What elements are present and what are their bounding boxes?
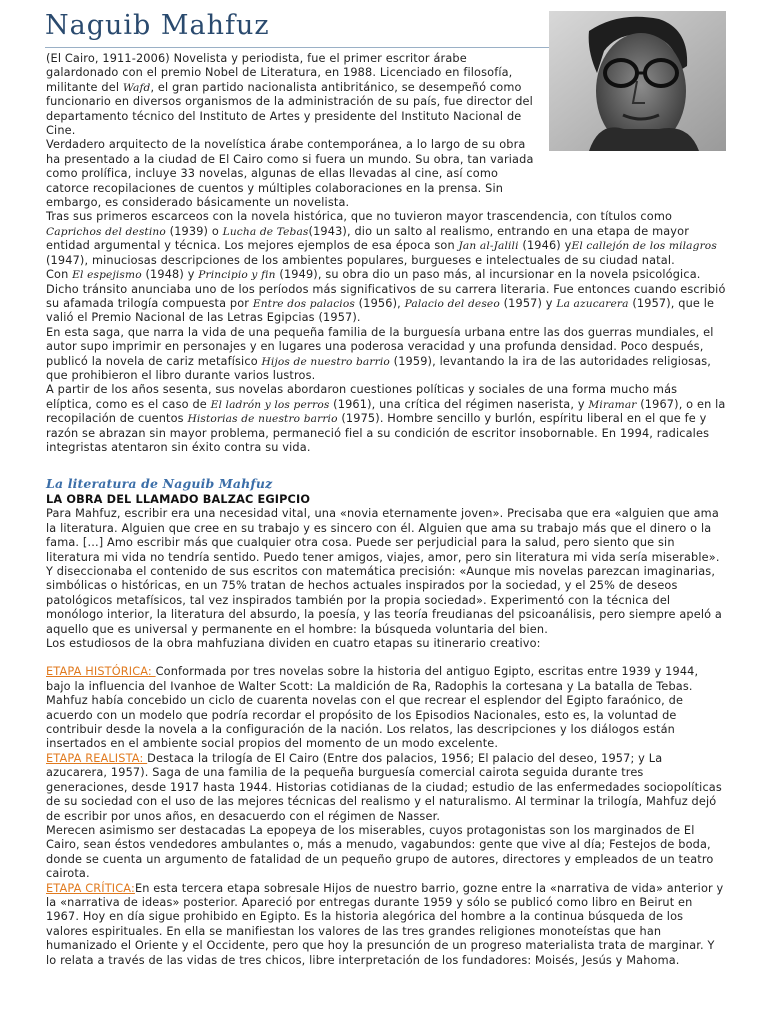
spacer xyxy=(46,455,726,476)
bio-paragraph-1: (El Cairo, 1911-2006) Novelista y periodista, fue el primer escritor árabe galardonado con el premio Nobel de Literatura, en 1988. Licenciado en filosofía, militante del Wafd, el gran partido nacionalista antibritánico, se desempeñó como funcionario en diversos organismos de la administración de su país, fue director del departamento técnico del Instituto de Artes y presidente del Instituto Nacional de Cine. xyxy=(46,52,533,138)
stage-realista-more: Merecen asimismo ser destacadas La epopeya de los miserables, cuyos protagonistas son los marginados de El Cairo, sean éstos vendedores ambulantes o, más a menudo, vagabundos: gente que vive al día; Festejos de boda, donde se cuenta un argumento de fatalidad de un pequeño grupo de autores, directores y empleados de un teatro cairota. xyxy=(46,823,714,881)
bio-paragraph-5: En esta saga, que narra la vida de una pequeña familia de la burguesía urbana entre las dos guerras mundiales, el autor supo imprimir en personajes y en lugares una poderosa veracidad y una profunda densidad. Poco después, publicó la novela de cariz metafísico Hijos de nuestro barrio (1959), levantando la ira de las autoridades religiosas, que prohibieron el libro durante varios lustros. xyxy=(46,325,714,382)
stage-realista: ETAPA REALISTA: Destaca la trilogía de El Cairo (Entre dos palacios, 1956; El palacio del deseo, 1957; y La azucarera, 1957). Saga de una familia de la pequeña burguesía comercial cairota seguida durante tres generaciones, desde 1917 hasta 1944. Historias cotidianas de la ciudad; estudio de las enfermedades sociopolíticas de su sociedad con el uso de las mejores técnicas del realismo y el naturalismo. Al terminar la trilogía, Mahfuz dejó de escribir por unos años, en desacuerdo con el régimen de Nasser. xyxy=(46,751,722,823)
section-heading: La literatura de Naguib Mahfuz xyxy=(46,476,273,492)
section-subheading: LA OBRA DEL LLAMADO BALZAC EGIPCIO xyxy=(46,493,311,507)
stage-critica: ETAPA CRÍTICA:En esta tercera etapa sobresale Hijos de nuestro barrio, gozne entre la «narrativa de vida» anterior y la «narrativa de ideas» posterior. Apareció por entregas durante 1959 y sólo se publicó como libro en Beirut en 1967. Hoy en día sigue prohibido en Egipto. Es la historia alegórica del hombre a la continua búsqueda de los valores espirituales. En ella se manifiestan los valores de las tres grandes religiones monoteístas que han humanizado el Oriente y el Occidente, pero que hoy la presunción de un progreso materialista trata de marginar. Y lo relata a través de las vidas de tres chicos, libre interpretación de los fundadores: Moisés, Jesús y Mahoma. xyxy=(46,881,724,967)
stage-critica-label: ETAPA CRÍTICA: xyxy=(46,881,135,895)
stage-realista-label: ETAPA REALISTA: xyxy=(46,751,148,765)
spacer xyxy=(46,651,726,665)
article-body xyxy=(46,52,726,968)
bio-paragraph-3: Tras sus primeros escarceos con la novela histórica, que no tuvieron mayor trascendencia, con títulos como Caprichos del destino (1939) o Lucha de Tebas(1943), dio un salto al realismo, entrando en una etapa de mayor entidad argumental y técnica. Los mejores ejemplos de esa época son Jan al-Jalili (1946) yEl callejón de los milagros (1947), minuciosas descripciones de los ambientes populares, burgueses e intelectuales de su ciudad natal. xyxy=(46,210,717,267)
page-title: Naguib Mahfuz xyxy=(45,10,270,41)
stage-historica-label: ETAPA HISTÓRICA: xyxy=(46,665,156,679)
stage-historica: ETAPA HISTÓRICA: Conformada por tres novelas sobre la historia del antiguo Egipto, escritas entre 1939 y 1944, bajo la influencia del Ivanhoe de Walter Scott: La maldición de Ra, Radophis la cortesana y La batalla de Tebas. Mahfuz había concebido un ciclo de cuarenta novelas con el que recrear el esplendor del Egipto faraónico, de acuerdo con un modelo que podría recordar el propósito de los Episodios Nacionales, esto es, la voluntad de contribuir desde la novela a la configuración de la nación. Los relatos, las descripciones y los diálogos están insertados en el ambiente social propios del momento de un modo excelente. xyxy=(46,665,699,751)
title-rule xyxy=(45,47,550,48)
bio-paragraph-2: Verdadero arquitecto de la novelística árabe contemporánea, a lo largo de su obra ha presentado a la ciudad de El Cairo como si fuera un mundo. Su obra, tan variada como prolífica, incluye 33 novelas, algunas de ellas llevadas al cine, así como catorce recopilaciones de cuentos y múltiples colaboraciones en la prensa. Sin embargo, es considerado básicamente un novelista. xyxy=(46,138,534,210)
bio-paragraph-4: Con El espejismo (1948) y Principio y fin (1949), su obra dio un paso más, al incursionar en la novela psicológica. Dicho tránsito anunciaba uno de los períodos más significativos de su carrera literaria. Fue entonces cuando escribió su afamada trilogía compuesta por Entre dos palacios (1956), Palacio del deseo (1957) y La azucarera (1957), que le valió el Premio Nacional de las Letras Egipcias (1957). xyxy=(46,268,726,325)
section-paragraph-1: Para Mahfuz, escribir era una necesidad vital, una «novia eternamente joven». Precisaba que era «alguien que ama la literatura. Alguien que cree en su trabajo y es sincero con él. Alguien que ama su trabajo más que el dinero o la fama. [...] Amo escribir más que cualquier otra cosa. Puede ser perjudicial para la salud, pero siento que sin literatura mi vida no tendría sentido. Puedo tener amigos, viajes, amor, pero sin literatura mi vida sería miserable». Y diseccionaba el contenido de sus escritos con matemática precisión: «Aunque mis novelas parezcan imaginarias, simbólicas o históricas, en un 75% tratan de hechos actuales inspirados por la sociedad, y el 25% de deseos patológicos metafísicos, tal vez inspirados también por la propia sociedad». Experimentó con la técnica del monólogo interior, la literatura del absurdo, la poesía, y las teoría freudianas del psicoanálisis, pero siempre apeló a aquello que es universal y permanente en el hombre: la búsqueda voluntaria del bien. xyxy=(46,507,722,636)
section-paragraph-2: Los estudiosos de la obra mahfuziana dividen en cuatro etapas su itinerario creativo: xyxy=(46,637,541,651)
bio-paragraph-6: A partir de los años sesenta, sus novelas abordaron cuestiones políticas y sociales de una forma mucho más elíptica, como es el caso de El ladrón y los perros (1961), una crítica del régimen naserista, y Miramar (1967), o en la recopilación de cuentos Historias de nuestro barrio (1975). Hombre sencillo y burlón, espíritu liberal en el que fe y razón se abrazan sin mayor problema, permaneció fiel a su condición de escritor insobornable. En 1994, radicales integristas atentaron sin éxito contra su vida. xyxy=(46,383,726,454)
